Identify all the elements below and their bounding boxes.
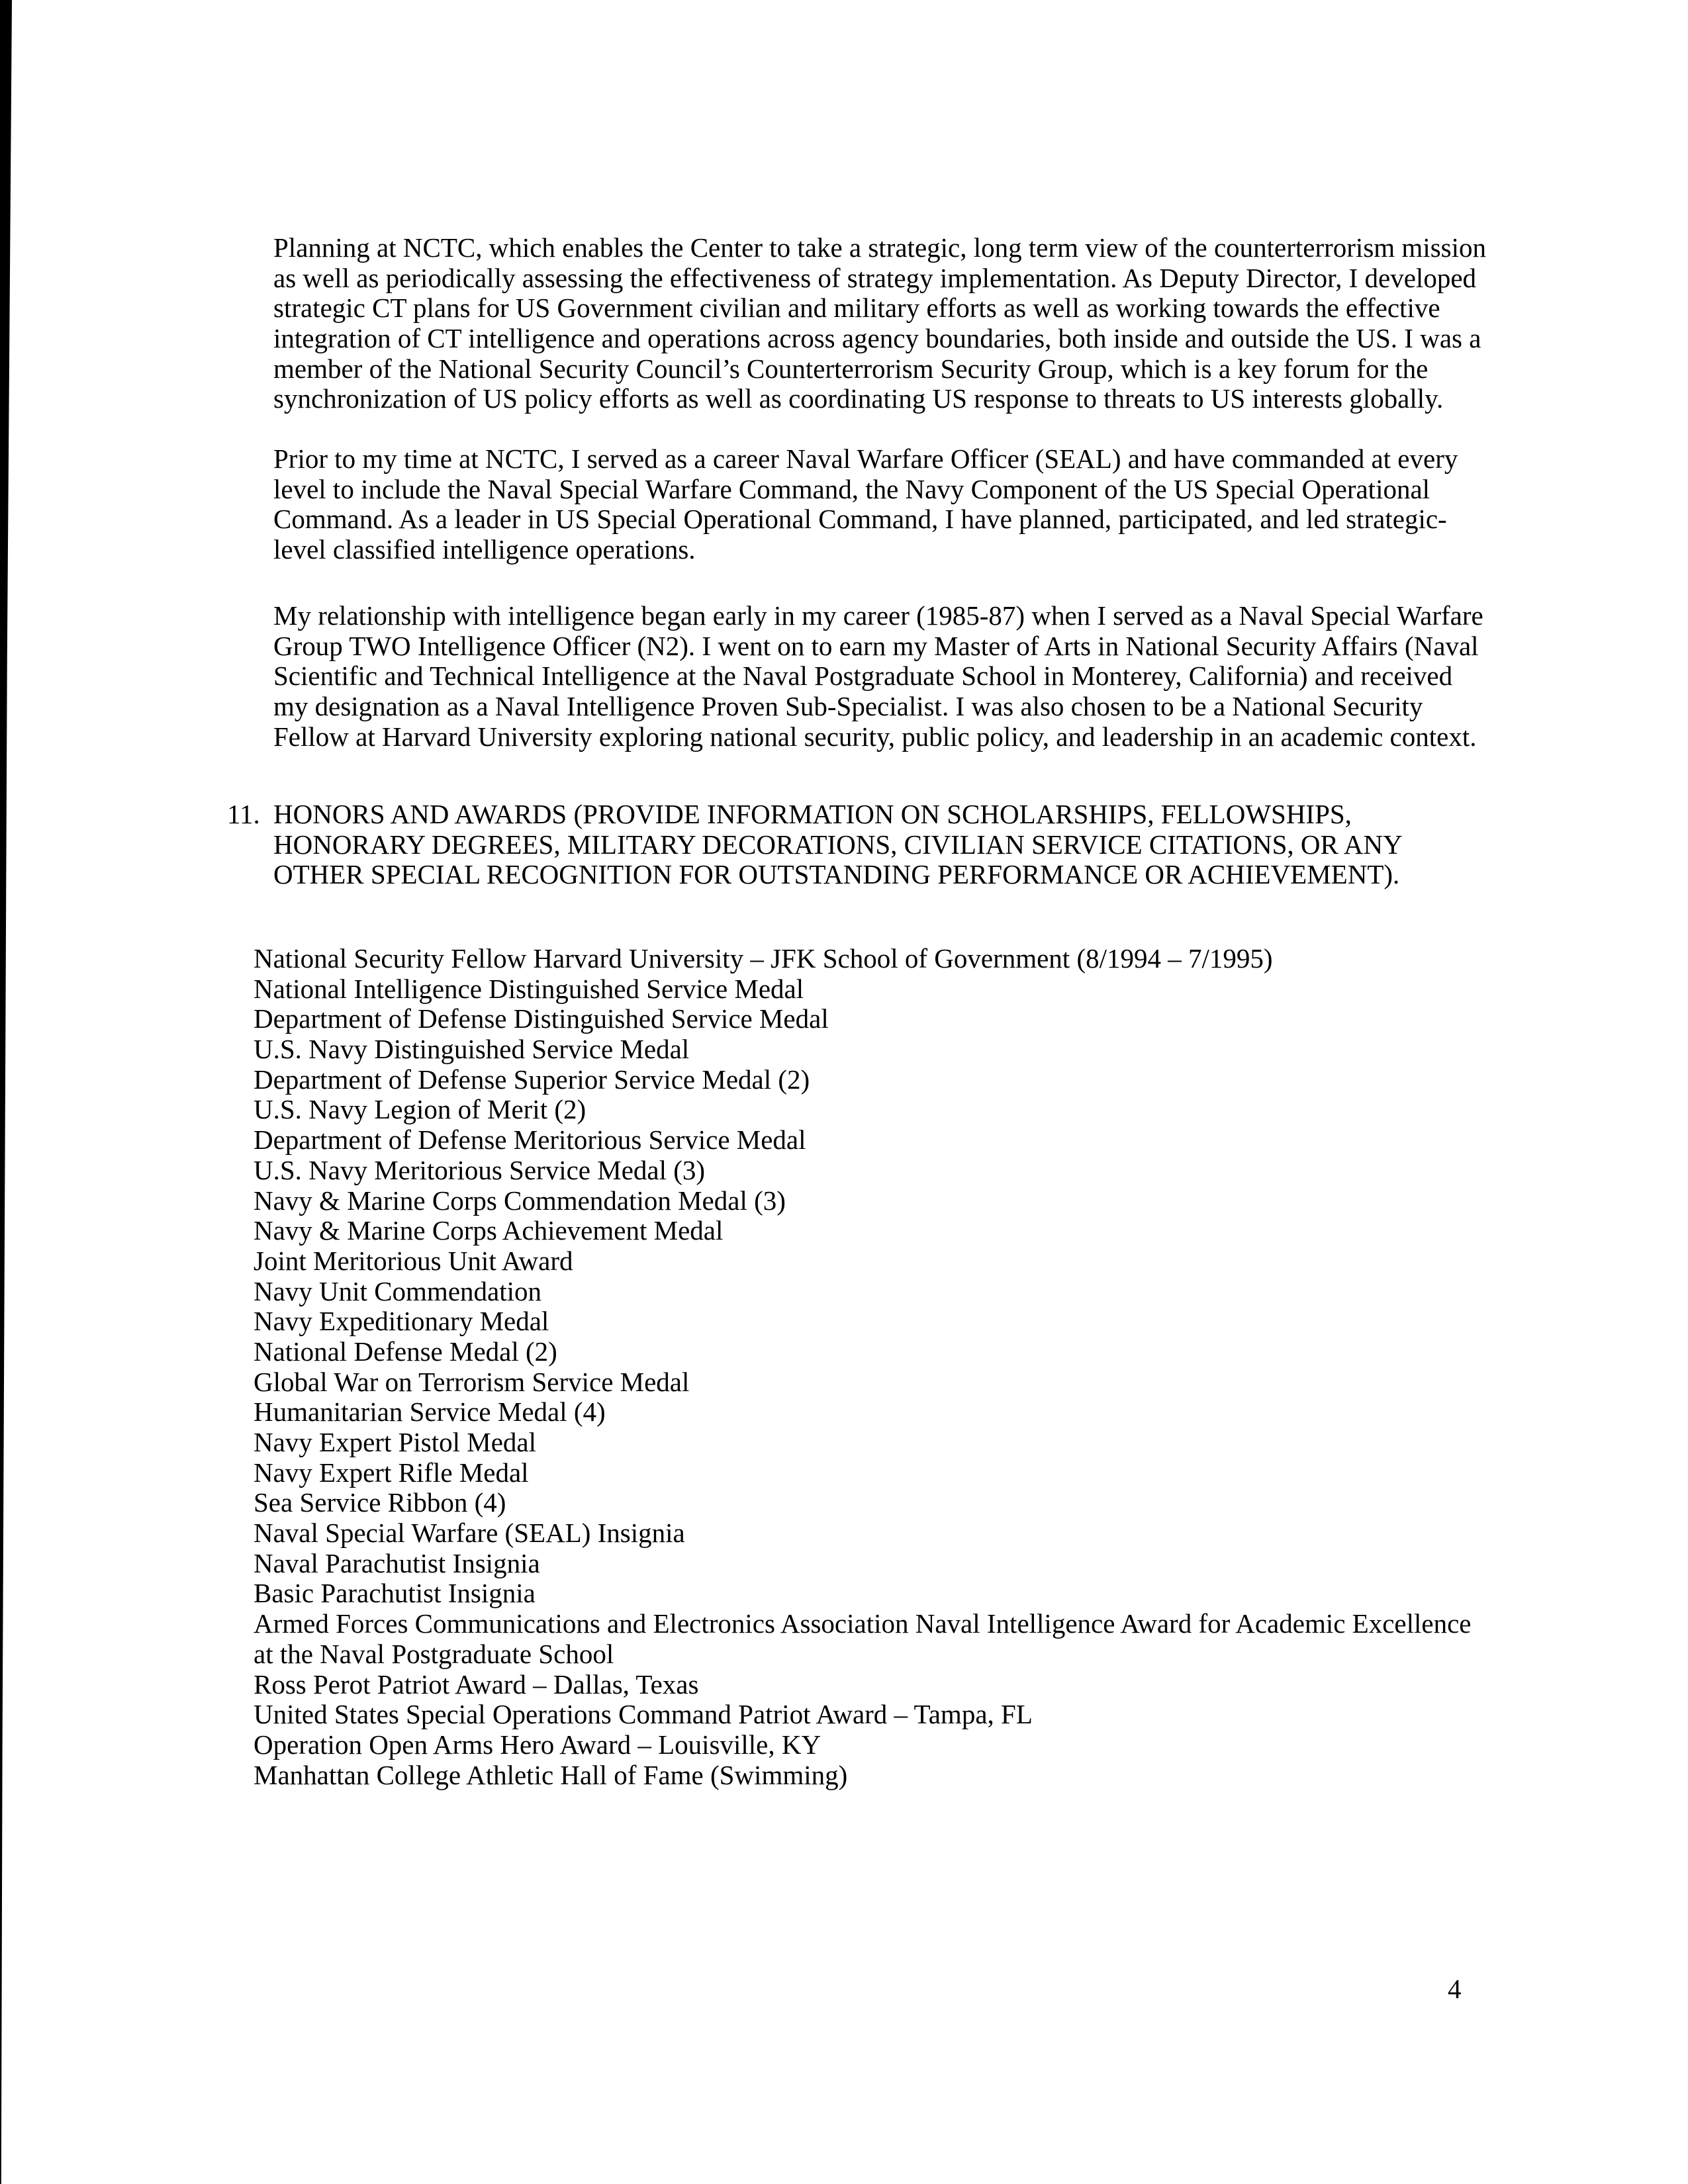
list-item: Sea Service Ribbon (4) xyxy=(254,1487,506,1518)
list-item: Department of Defense Superior Service Medal (2) xyxy=(254,1064,810,1095)
list-item: U.S. Navy Legion of Merit (2) xyxy=(254,1094,586,1125)
awards-list xyxy=(254,944,1472,1790)
list-item: Operation Open Arms Hero Award – Louisville, KY xyxy=(254,1729,821,1760)
list-item: Navy & Marine Corps Commendation Medal (3) xyxy=(254,1185,786,1216)
list-item: Department of Defense Distinguished Service Medal xyxy=(254,1003,829,1034)
list-item: Navy Expert Rifle Medal xyxy=(254,1457,529,1488)
list-item: Navy Unit Commendation xyxy=(254,1275,542,1306)
list-item: National Intelligence Distinguished Service Medal xyxy=(254,973,804,1004)
list-item: Armed Forces Communications and Electronics Association Naval Intelligence Award for Academic Excellence xyxy=(254,1608,1472,1639)
paragraph-line: Group TWO Intelligence Officer (N2). I went on to earn my Master of Arts in National Security Affairs (Naval xyxy=(273,630,1479,661)
paragraph-nctc-planning xyxy=(273,233,1486,414)
paragraph-line: Command. As a leader in US Special Operational Command, I have planned, participated, and led strategic- xyxy=(273,504,1447,535)
paragraph-line: Planning at NCTC, which enables the Center to take a strategic, long term view of the counterterrorism mission xyxy=(273,232,1487,263)
list-item: Manhattan College Athletic Hall of Fame (Swimming) xyxy=(254,1759,848,1790)
paragraph-naval-career xyxy=(273,444,1458,565)
list-item: U.S. Navy Meritorious Service Medal (3) xyxy=(254,1154,706,1185)
list-item: Department of Defense Meritorious Service Medal xyxy=(254,1124,806,1156)
heading-line: HONORS AND AWARDS (PROVIDE INFORMATION ON SCHOLARSHIPS, FELLOWSHIPS, xyxy=(273,799,1352,829)
list-item: Navy & Marine Corps Achievement Medal xyxy=(254,1215,724,1246)
heading-line: OTHER SPECIAL RECOGNITION FOR OUTSTANDING PERFORMANCE OR ACHIEVEMENT). xyxy=(273,859,1400,890)
list-item: Navy Expeditionary Medal xyxy=(254,1306,549,1337)
paragraph-line: integration of CT intelligence and operations across agency boundaries, both inside and outside the US. I was a xyxy=(273,323,1481,354)
paragraph-line: Prior to my time at NCTC, I served as a career Naval Warfare Officer (SEAL) and have commanded at every xyxy=(273,443,1458,474)
paragraph-line: member of the National Security Council’s Counterterrorism Security Group, which is a key forum for the xyxy=(273,353,1429,384)
list-item: Ross Perot Patriot Award – Dallas, Texas xyxy=(254,1668,699,1700)
paragraph-line: level to include the Naval Special Warfare Command, the Navy Component of the US Special Operational xyxy=(273,473,1430,504)
list-item: Naval Parachutist Insignia xyxy=(254,1547,540,1578)
scan-edge-artifact xyxy=(0,0,12,2184)
list-item: Global War on Terrorism Service Medal xyxy=(254,1366,690,1397)
paragraph-line: strategic CT plans for US Government civilian and military efforts as well as working towards the effective xyxy=(273,293,1440,324)
paragraph-line: synchronization of US policy efforts as well as coordinating US response to threats to US interests globally. xyxy=(273,383,1444,414)
paragraph-line: Fellow at Harvard University exploring national security, public policy, and leadership in an academic context. xyxy=(273,721,1477,752)
list-item: Naval Special Warfare (SEAL) Insignia xyxy=(254,1518,685,1549)
paragraph-intelligence-background xyxy=(273,601,1483,752)
list-item: Joint Meritorious Unit Award xyxy=(254,1245,573,1276)
heading-line: HONORARY DEGREES, MILITARY DECORATIONS, CIVILIAN SERVICE CITATIONS, OR ANY xyxy=(273,829,1403,860)
list-item: United States Special Operations Command Patriot Award – Tampa, FL xyxy=(254,1699,1033,1730)
paragraph-line: My relationship with intelligence began early in my career (1985-87) when I served as a Naval Special Warfare xyxy=(273,600,1483,631)
list-item: at the Naval Postgraduate School xyxy=(254,1638,614,1669)
paragraph-line: level classified intelligence operations. xyxy=(273,534,696,565)
list-item: National Security Fellow Harvard University – JFK School of Government (8/1994 – 7/1995) xyxy=(254,943,1273,974)
list-item: Basic Parachutist Insignia xyxy=(254,1578,536,1609)
list-item: Humanitarian Service Medal (4) xyxy=(254,1396,606,1428)
page-number: 4 xyxy=(1448,1974,1462,2004)
paragraph-line: my designation as a Naval Intelligence Proven Sub-Specialist. I was also chosen to be a National Security xyxy=(273,691,1423,722)
section-number: 11. xyxy=(227,799,260,829)
list-item: U.S. Navy Distinguished Service Medal xyxy=(254,1034,690,1065)
list-item: Navy Expert Pistol Medal xyxy=(254,1427,537,1457)
list-item: National Defense Medal (2) xyxy=(254,1336,557,1367)
paragraph-line: as well as periodically assessing the effectiveness of strategy implementation. As Deputy Director, I developed xyxy=(273,262,1477,293)
paragraph-line: Scientific and Technical Intelligence at the Naval Postgraduate School in Monterey, California) and received xyxy=(273,660,1453,692)
